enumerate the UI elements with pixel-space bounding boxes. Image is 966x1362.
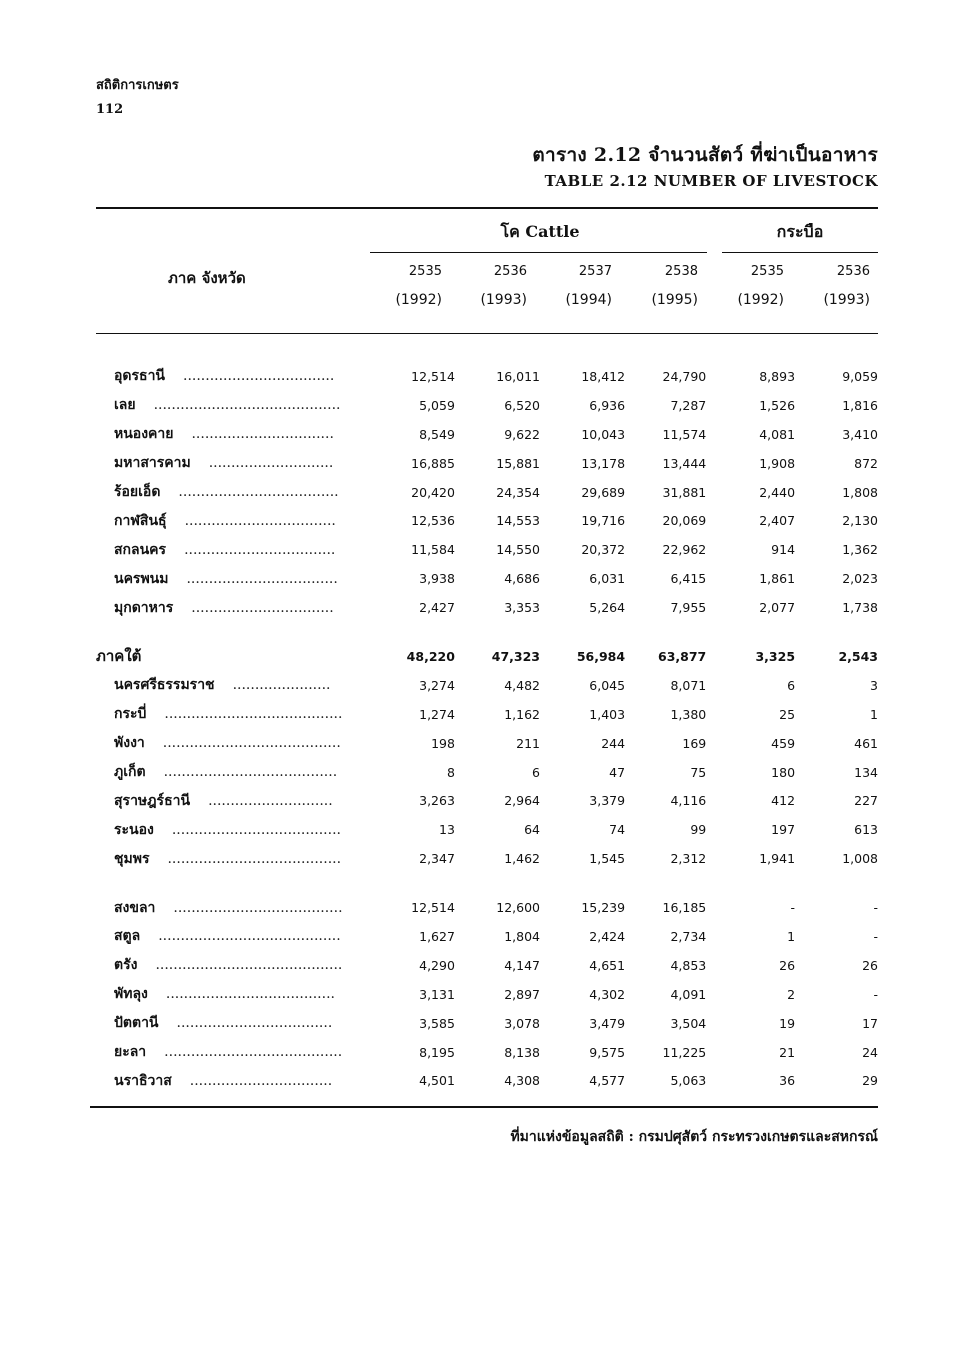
value-cell: 22,962	[662, 542, 707, 558]
value-cell: 11,584	[411, 542, 455, 558]
region-province-header: ภาค จังหวัด	[168, 269, 246, 287]
table-row	[96, 671, 878, 700]
province-name: อุดรธานี	[114, 368, 165, 385]
value-cell: 13,178	[581, 455, 626, 471]
value-cell: 1,274	[419, 706, 455, 722]
value-cell: -	[790, 900, 796, 916]
row-label	[96, 786, 343, 815]
value-cell: 29	[862, 1073, 878, 1089]
year-be: 2536	[836, 264, 870, 279]
value-cell: 99	[690, 822, 707, 838]
table-row	[96, 951, 878, 980]
value-cell: 5,264	[589, 600, 626, 616]
value-cell: 48,220	[406, 648, 455, 664]
value-cell: 2,964	[504, 793, 540, 809]
row-label	[96, 362, 343, 391]
table-row	[96, 1038, 878, 1067]
value-cell: 1,545	[589, 851, 626, 867]
value-cell: 18,412	[581, 368, 626, 384]
leader-dots: ..................................	[184, 512, 336, 529]
leader-dots: ............................	[208, 455, 334, 472]
value-cell: 1,008	[842, 851, 878, 867]
value-cell: 1,804	[504, 928, 540, 944]
value-cell: 1,462	[504, 851, 540, 867]
value-cell: 24,790	[662, 368, 707, 384]
year-header-6	[800, 264, 870, 308]
value-cell: 20,420	[411, 484, 455, 500]
value-cell: -	[873, 986, 878, 1002]
value-cell: 10,043	[581, 426, 626, 442]
cattle-group-rule	[370, 252, 707, 253]
row-label	[96, 420, 343, 449]
cattle-group-header: โค Cattle	[500, 222, 580, 241]
row-label	[96, 951, 343, 980]
province-name: ตรัง	[114, 957, 138, 974]
value-cell: 1,403	[589, 706, 626, 722]
year-ce: (1994)	[565, 292, 612, 308]
value-cell: 2,543	[838, 648, 878, 664]
table-row	[96, 844, 878, 873]
value-cell: 12,600	[496, 900, 540, 916]
value-cell: 2	[787, 986, 796, 1002]
page-header	[96, 76, 179, 124]
table-row	[96, 729, 878, 758]
value-cell: 16,185	[662, 900, 707, 916]
row-label	[96, 449, 343, 478]
value-cell: 7,955	[670, 600, 707, 616]
leader-dots: ........................................	[164, 1044, 343, 1061]
value-cell: 4,091	[670, 986, 707, 1002]
value-cell: 36	[779, 1073, 796, 1089]
value-cell: 9,059	[842, 368, 878, 384]
leader-dots: ................................	[191, 599, 334, 616]
leader-dots: ......................................	[165, 986, 335, 1003]
value-cell: 2,312	[670, 851, 707, 867]
table-row	[96, 980, 878, 1009]
leader-dots: ..................................	[184, 541, 336, 558]
livestock-table	[96, 362, 878, 1095]
value-cell: 1,808	[842, 484, 878, 500]
value-cell: 8,138	[504, 1044, 540, 1060]
leader-dots: ..................................	[186, 570, 338, 587]
value-cell: 64	[524, 822, 540, 838]
table-row	[96, 922, 878, 951]
value-cell: 12,514	[411, 368, 455, 384]
province-name: หนองคาย	[114, 426, 174, 443]
value-cell: -	[873, 900, 878, 916]
value-cell: 74	[609, 822, 626, 838]
row-label	[96, 844, 343, 873]
value-cell: 8,549	[419, 426, 455, 442]
leader-dots: ..........................................	[155, 957, 343, 974]
value-cell: 6	[532, 764, 540, 780]
table-row	[96, 593, 878, 622]
value-cell: 3,078	[504, 1015, 540, 1031]
value-cell: 459	[771, 735, 796, 751]
section-title: สถิติการเกษตร	[96, 78, 179, 93]
value-cell: -	[873, 928, 878, 944]
province-name: พังงา	[114, 735, 145, 752]
province-name: มหาสารคาม	[114, 455, 191, 472]
value-cell: 1,908	[759, 455, 796, 471]
value-cell: 4,147	[504, 957, 540, 973]
row-label	[96, 815, 343, 844]
source-note: ที่มาแห่งข้อมูลสถิติ : กรมปศุสัตว์ กระทรวงเกษตรและสหกรณ์	[510, 1129, 878, 1145]
row-label	[96, 391, 343, 420]
leader-dots: ................................	[189, 1072, 333, 1089]
value-cell: 24	[862, 1044, 878, 1060]
table-row	[96, 758, 878, 787]
table-row	[96, 449, 878, 478]
value-cell: 19,716	[581, 513, 626, 529]
buffalo-group-rule	[722, 252, 878, 253]
top-rule	[96, 207, 878, 209]
value-cell: 19	[779, 1015, 796, 1031]
row-label	[96, 478, 343, 507]
value-cell: 169	[682, 735, 707, 751]
value-cell: 8	[446, 764, 455, 780]
value-cell: 4,853	[670, 957, 707, 973]
province-name: นราธิวาส	[114, 1072, 172, 1089]
value-cell: 461	[854, 735, 878, 751]
row-label	[96, 642, 343, 671]
province-name: ระนอง	[114, 821, 154, 838]
value-cell: 26	[862, 957, 878, 973]
value-cell: 1,526	[759, 397, 796, 413]
value-cell: 180	[771, 764, 796, 780]
value-cell: 14,550	[496, 542, 540, 558]
row-label	[96, 1066, 343, 1095]
value-cell: 5,059	[419, 397, 455, 413]
table-row	[96, 535, 878, 564]
row-label	[96, 671, 343, 700]
value-cell: 20,372	[581, 542, 626, 558]
value-cell: 6,045	[589, 677, 626, 693]
province-name: สตูล	[114, 928, 141, 945]
value-cell: 914	[771, 542, 796, 558]
row-label	[96, 535, 343, 564]
value-cell: 4,081	[759, 426, 796, 442]
value-cell: 7,287	[670, 397, 707, 413]
value-cell: 2,407	[759, 513, 796, 529]
value-cell: 13,444	[662, 455, 707, 471]
value-cell: 412	[771, 793, 796, 809]
province-name: ร้อยเอ็ด	[114, 484, 161, 500]
value-cell: 2,130	[842, 513, 878, 529]
value-cell: 4,482	[504, 677, 540, 693]
value-cell: 3	[870, 677, 878, 693]
leader-dots: ............................	[208, 792, 333, 809]
year-ce: (1993)	[823, 292, 870, 308]
year-be: 2537	[578, 264, 612, 279]
value-cell: 4,308	[504, 1073, 540, 1089]
table-row	[96, 1009, 878, 1038]
value-cell: 12,536	[411, 513, 455, 529]
table-row	[96, 564, 878, 593]
value-cell: 4,116	[670, 793, 707, 809]
value-cell: 25	[779, 706, 796, 722]
value-cell: 3,353	[504, 600, 540, 616]
value-cell: 15,239	[581, 900, 626, 916]
leader-dots: ......................................	[171, 821, 341, 838]
header-bottom-rule	[96, 333, 878, 334]
spacer-row	[96, 622, 878, 642]
value-cell: 29,689	[581, 484, 626, 500]
leader-dots: ....................................	[178, 484, 339, 500]
value-cell: 11,574	[662, 426, 707, 442]
value-cell: 47	[609, 764, 626, 780]
value-cell: 3,504	[670, 1015, 707, 1031]
spacer-cell	[96, 873, 878, 893]
table-row	[96, 506, 878, 535]
value-cell: 11,225	[662, 1044, 707, 1060]
table-body	[96, 362, 878, 1095]
leader-dots: .......................................	[163, 764, 338, 781]
value-cell: 211	[516, 735, 540, 751]
value-cell: 75	[690, 764, 707, 780]
value-cell: 9,575	[589, 1044, 626, 1060]
province-name: ภาคใต้	[96, 647, 142, 666]
row-label	[96, 506, 343, 535]
row-label	[96, 922, 343, 951]
value-cell: 1,941	[759, 851, 796, 867]
row-label	[96, 593, 343, 622]
value-cell: 1,162	[504, 706, 540, 722]
row-label	[96, 729, 343, 758]
row-label	[96, 700, 343, 729]
region-row	[96, 642, 878, 671]
value-cell: 3,274	[419, 677, 455, 693]
buffalo-group-header: กระบือ	[776, 222, 824, 241]
province-name: นครพนม	[114, 570, 169, 587]
value-cell: 3,263	[419, 793, 455, 809]
value-cell: 16,885	[411, 455, 455, 471]
year-be: 2536	[493, 264, 527, 279]
value-cell: 31,881	[662, 484, 707, 500]
value-cell: 3,379	[589, 793, 626, 809]
table-row	[96, 815, 878, 844]
value-cell: 198	[431, 735, 455, 751]
year-header-2	[457, 264, 527, 308]
province-name: สงขลา	[114, 899, 156, 916]
year-ce: (1993)	[480, 292, 527, 308]
value-cell: 613	[854, 822, 878, 838]
row-label	[96, 1038, 343, 1067]
table-row	[96, 362, 878, 391]
value-cell: 14,553	[496, 513, 540, 529]
year-ce: (1992)	[737, 292, 784, 308]
spacer-cell	[96, 622, 878, 642]
value-cell: 6,031	[589, 571, 626, 587]
province-name: กระบี่	[114, 706, 147, 723]
year-header-4	[628, 264, 698, 308]
province-name: เลย	[114, 397, 136, 414]
leader-dots: ..........................................	[153, 397, 341, 414]
province-name: สกลนคร	[114, 541, 167, 558]
value-cell: 16,011	[496, 368, 540, 384]
province-name: ปัตตานี	[114, 1015, 159, 1032]
province-name: สุราษฎร์ธานี	[114, 792, 191, 809]
value-cell: 1,861	[759, 571, 796, 587]
value-cell: 26	[779, 957, 796, 973]
value-cell: 2,347	[419, 851, 455, 867]
value-cell: 6,520	[504, 397, 540, 413]
value-cell: 1	[787, 928, 796, 944]
value-cell: 3,410	[842, 426, 878, 442]
value-cell: 2,427	[419, 600, 455, 616]
leader-dots: ...................................	[176, 1015, 333, 1032]
value-cell: 1,362	[842, 542, 878, 558]
province-name: มุกดาหาร	[114, 599, 174, 616]
value-cell: 4,290	[419, 957, 455, 973]
province-name: ยะลา	[114, 1044, 147, 1061]
year-ce: (1995)	[651, 292, 698, 308]
value-cell: 3,325	[755, 648, 796, 664]
row-label	[96, 893, 343, 922]
year-be: 2535	[408, 264, 442, 279]
leader-dots: .......................................	[167, 850, 342, 867]
table-row	[96, 391, 878, 420]
value-cell: 4,651	[589, 957, 626, 973]
value-cell: 21	[779, 1044, 796, 1060]
year-header-3	[542, 264, 612, 308]
leader-dots: ................................	[191, 426, 334, 443]
table-row	[96, 420, 878, 449]
leader-dots: ......................	[232, 677, 331, 694]
value-cell: 2,077	[759, 600, 796, 616]
province-name: กาฬสินธุ์	[114, 512, 167, 529]
row-label	[96, 564, 343, 593]
value-cell: 1,380	[670, 706, 707, 722]
page-number: 112	[96, 102, 124, 117]
value-cell: 3,585	[419, 1015, 455, 1031]
table-row	[96, 786, 878, 815]
value-cell: 4,577	[589, 1073, 626, 1089]
value-cell: 197	[771, 822, 796, 838]
value-cell: 4,686	[504, 571, 540, 587]
value-cell: 2,440	[759, 484, 796, 500]
value-cell: 244	[601, 735, 626, 751]
table-row	[96, 1066, 878, 1095]
row-label	[96, 980, 343, 1009]
value-cell: 8,195	[419, 1044, 455, 1060]
value-cell: 15,881	[496, 455, 540, 471]
leader-dots: .........................................	[158, 928, 341, 945]
value-cell: 6,415	[670, 571, 707, 587]
value-cell: 24,354	[496, 484, 540, 500]
value-cell: 20,069	[662, 513, 707, 529]
value-cell: 2,424	[589, 928, 626, 944]
value-cell: 3,938	[419, 571, 455, 587]
table-row	[96, 893, 878, 922]
leader-dots: ........................................	[162, 735, 341, 752]
value-cell: 1,816	[842, 397, 878, 413]
bottom-rule	[90, 1106, 878, 1108]
value-cell: 2,734	[670, 928, 707, 944]
value-cell: 1	[870, 706, 878, 722]
value-cell: 13	[439, 822, 455, 838]
value-cell: 5,063	[670, 1073, 707, 1089]
year-header-5	[714, 264, 784, 308]
table-title-thai: ตาราง 2.12 จำนวนสัตว์ ที่ฆ่าเป็นอาหาร	[532, 144, 878, 166]
value-cell: 4,302	[589, 986, 626, 1002]
leader-dots: ......................................	[173, 899, 343, 916]
leader-dots: ..................................	[183, 368, 335, 385]
value-cell: 8,071	[670, 677, 707, 693]
year-be: 2538	[664, 264, 698, 279]
value-cell: 2,897	[504, 986, 540, 1002]
table-row	[96, 478, 878, 507]
value-cell: 17	[862, 1015, 878, 1031]
province-name: ชุมพร	[114, 850, 150, 867]
value-cell: 47,323	[491, 648, 540, 664]
spacer-row	[96, 873, 878, 893]
value-cell: 1,738	[842, 600, 878, 616]
value-cell: 4,501	[419, 1073, 455, 1089]
province-name: ภูเก็ต	[114, 764, 146, 781]
value-cell: 12,514	[411, 900, 455, 916]
value-cell: 2,023	[842, 571, 878, 587]
table-title-english: TABLE 2.12 NUMBER OF LIVESTOCK	[544, 172, 878, 190]
province-name: นครศรีธรรมราช	[114, 677, 215, 694]
leader-dots: ........................................	[164, 706, 343, 723]
year-ce: (1992)	[395, 292, 442, 308]
value-cell: 56,984	[576, 648, 626, 664]
value-cell: 8,893	[759, 368, 796, 384]
value-cell: 3,131	[419, 986, 455, 1002]
value-cell: 63,877	[658, 648, 707, 664]
province-name: พัทลุง	[114, 986, 148, 1003]
value-cell: 6,936	[589, 397, 626, 413]
value-cell: 3,479	[589, 1015, 626, 1031]
year-be: 2535	[750, 264, 784, 279]
value-cell: 134	[854, 764, 878, 780]
value-cell: 1,627	[419, 928, 455, 944]
year-header-1	[372, 264, 442, 308]
row-label	[96, 758, 343, 787]
table-row	[96, 700, 878, 729]
value-cell: 6	[787, 677, 796, 693]
row-label	[96, 1009, 343, 1038]
value-cell: 9,622	[504, 426, 540, 442]
value-cell: 872	[854, 455, 878, 471]
value-cell: 227	[854, 793, 878, 809]
